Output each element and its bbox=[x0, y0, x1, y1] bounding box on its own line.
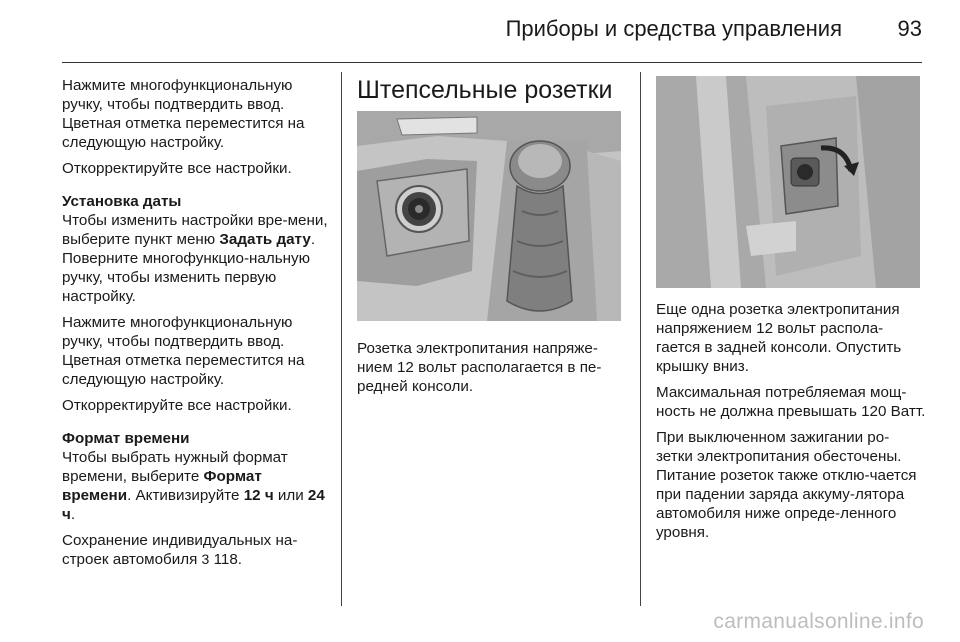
time-heading: Формат времени bbox=[62, 430, 190, 447]
paragraph: При выключенном зажигании ро-зетки электропитания обесточены. Питание розеток также отклю-чается при падении заряда аккуму-лятора автомобиля ниже опреде-ленного уровня. bbox=[656, 429, 917, 541]
section-title: Штепсельные розетки bbox=[357, 76, 613, 104]
option-24h: 24 ч bbox=[62, 487, 325, 523]
rear-socket-illustration bbox=[656, 76, 920, 288]
page-reference-icon: 3 bbox=[201, 551, 210, 567]
menu-item-set-date: Задать дату bbox=[219, 231, 311, 248]
front-socket-image bbox=[357, 111, 621, 321]
figure-caption: Розетка электропитания напряже-нием 12 вольт располагается в пе-редней консоли. bbox=[357, 340, 602, 395]
paragraph: Чтобы изменить настройки вре-мени, выберите пункт меню Задать дату. Поверните многофункцио-нальную ручку, чтобы изменить первую настройку. bbox=[62, 212, 328, 305]
column-1 bbox=[62, 76, 332, 576]
page-number: 93 bbox=[897, 16, 922, 41]
page-header bbox=[62, 0, 922, 63]
front-socket-illustration bbox=[357, 111, 621, 321]
paragraph: Нажмите многофункциональную ручку, чтобы подтвердить ввод. Цветная отметка переместится на следующую настройку. bbox=[62, 77, 305, 151]
page-reference-link[interactable]: 118. bbox=[209, 551, 242, 568]
paragraph: Максимальная потребляемая мощ-ность не должна превышать 120 Ватт. bbox=[656, 384, 926, 420]
column-2 bbox=[357, 76, 625, 403]
column-3 bbox=[656, 76, 926, 549]
watermark: carmanualsonline.info bbox=[713, 610, 924, 633]
column-divider bbox=[640, 72, 641, 606]
page-title: Приборы и средства управления bbox=[505, 16, 842, 41]
option-12h: 12 ч bbox=[243, 487, 274, 504]
date-heading: Установка даты bbox=[62, 193, 182, 210]
paragraph: Чтобы выбрать нужный формат времени, выберите Формат времени. Активизируйте 12 ч или 24 ч. bbox=[62, 449, 325, 523]
rear-socket-image bbox=[656, 76, 920, 288]
paragraph: Откорректируйте все настройки. bbox=[62, 397, 292, 414]
menu-item-time-format: Формат времени bbox=[62, 468, 262, 504]
paragraph: Сохранение индивидуальных на-строек автомобиля 3 118. bbox=[62, 532, 298, 568]
column-divider bbox=[341, 72, 342, 606]
paragraph: Откорректируйте все настройки. bbox=[62, 160, 292, 177]
paragraph: Еще одна розетка электропитания напряжением 12 вольт распола-гается в задней консоли. Опустить крышку вниз. bbox=[656, 301, 902, 375]
paragraph: Нажмите многофункциональную ручку, чтобы подтвердить ввод. Цветная отметка переместится на следующую настройку. bbox=[62, 314, 305, 388]
